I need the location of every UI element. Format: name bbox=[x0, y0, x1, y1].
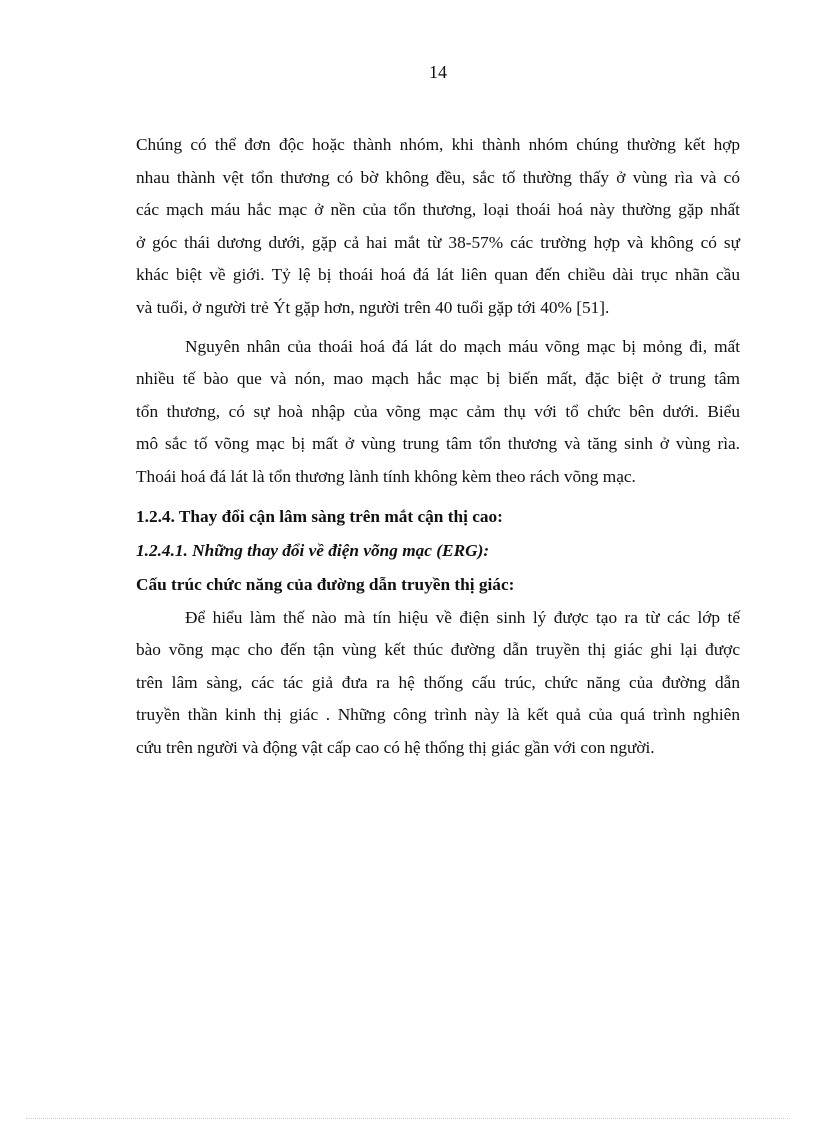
text-line: cứu trên người và động vật cấp cao có hệ thống thị giác gần với con người. bbox=[136, 737, 655, 757]
text-line: mô sắc tố võng mạc bị mất ở vùng trung tâm tổn thương và tăng sinh ở vùng rìa. bbox=[136, 434, 740, 454]
subsection-heading: 1.2.4.1. Những thay đổi về điện võng mạc (ERG): bbox=[136, 540, 490, 560]
section-heading: 1.2.4. Thay đổi cận lâm sàng trên mắt cận thị cao: bbox=[136, 506, 503, 526]
text-line: khác biệt về giới. Tỷ lệ bị thoái hoá đá lát liên quan đến chiều dài trục nhãn cầu bbox=[136, 265, 740, 285]
text-line: trên lâm sàng, các tác giả đưa ra hệ thống cấu trúc, chức năng của đường dẫn bbox=[136, 672, 740, 692]
text-line: ở góc thái dương dưới, gặp cả hai mắt từ 38-57% các trường hợp và không có sự bbox=[136, 232, 740, 252]
text-line: bào võng mạc cho đến tận vùng kết thúc đường dẫn truyền thị giác ghi lại được bbox=[136, 640, 740, 660]
text-line: các mạch máu hắc mạc ở nền của tổn thương, loại thoái hoá này thường gặp nhất bbox=[136, 200, 740, 220]
text-line: Chúng có thể đơn độc hoặc thành nhóm, khi thành nhóm chúng thường kết hợp bbox=[136, 135, 740, 154]
paragraph-pavingstone-description bbox=[136, 129, 740, 325]
text-line: và tuổi, ở người trẻ Ýt gặp hơn, người trên 40 tuổi gặp tới 40% [51]. bbox=[136, 297, 610, 317]
paragraph-visual-pathway bbox=[136, 602, 740, 765]
text-line: Để hiểu làm thế nào mà tín hiệu về điện sinh lý được tạo ra từ các lớp tế bbox=[185, 607, 740, 627]
page-bottom-border bbox=[26, 1118, 790, 1119]
topic-heading: Cấu trúc chức năng của đường dẫn truyền thị giác: bbox=[136, 574, 515, 594]
text-line: truyền thần kinh thị giác . Những công trình này là kết quả của quá trình nghiên bbox=[136, 705, 740, 725]
text-line: nhau thành vệt tổn thương có bờ không đều, sắc tố thường thấy ở vùng rìa và có bbox=[136, 167, 740, 187]
text-line: tổn thương, có sự hoà nhập của võng mạc cảm thụ với tổ chức bên dưới. Biểu bbox=[136, 401, 740, 421]
document-body bbox=[136, 129, 740, 771]
text-line: Thoái hoá đá lát là tổn thương lành tính không kèm theo rách võng mạc. bbox=[136, 466, 636, 486]
text-line: nhiều tế bào que và nón, mao mạch hắc mạc bị biến mất, đặc biệt ở trung tâm bbox=[136, 369, 740, 389]
text-line: Nguyên nhân của thoái hoá đá lát do mạch máu võng mạc bị mỏng đi, mất bbox=[185, 336, 740, 356]
page-number: 14 bbox=[429, 62, 447, 82]
paragraph-pavingstone-cause bbox=[136, 331, 740, 494]
